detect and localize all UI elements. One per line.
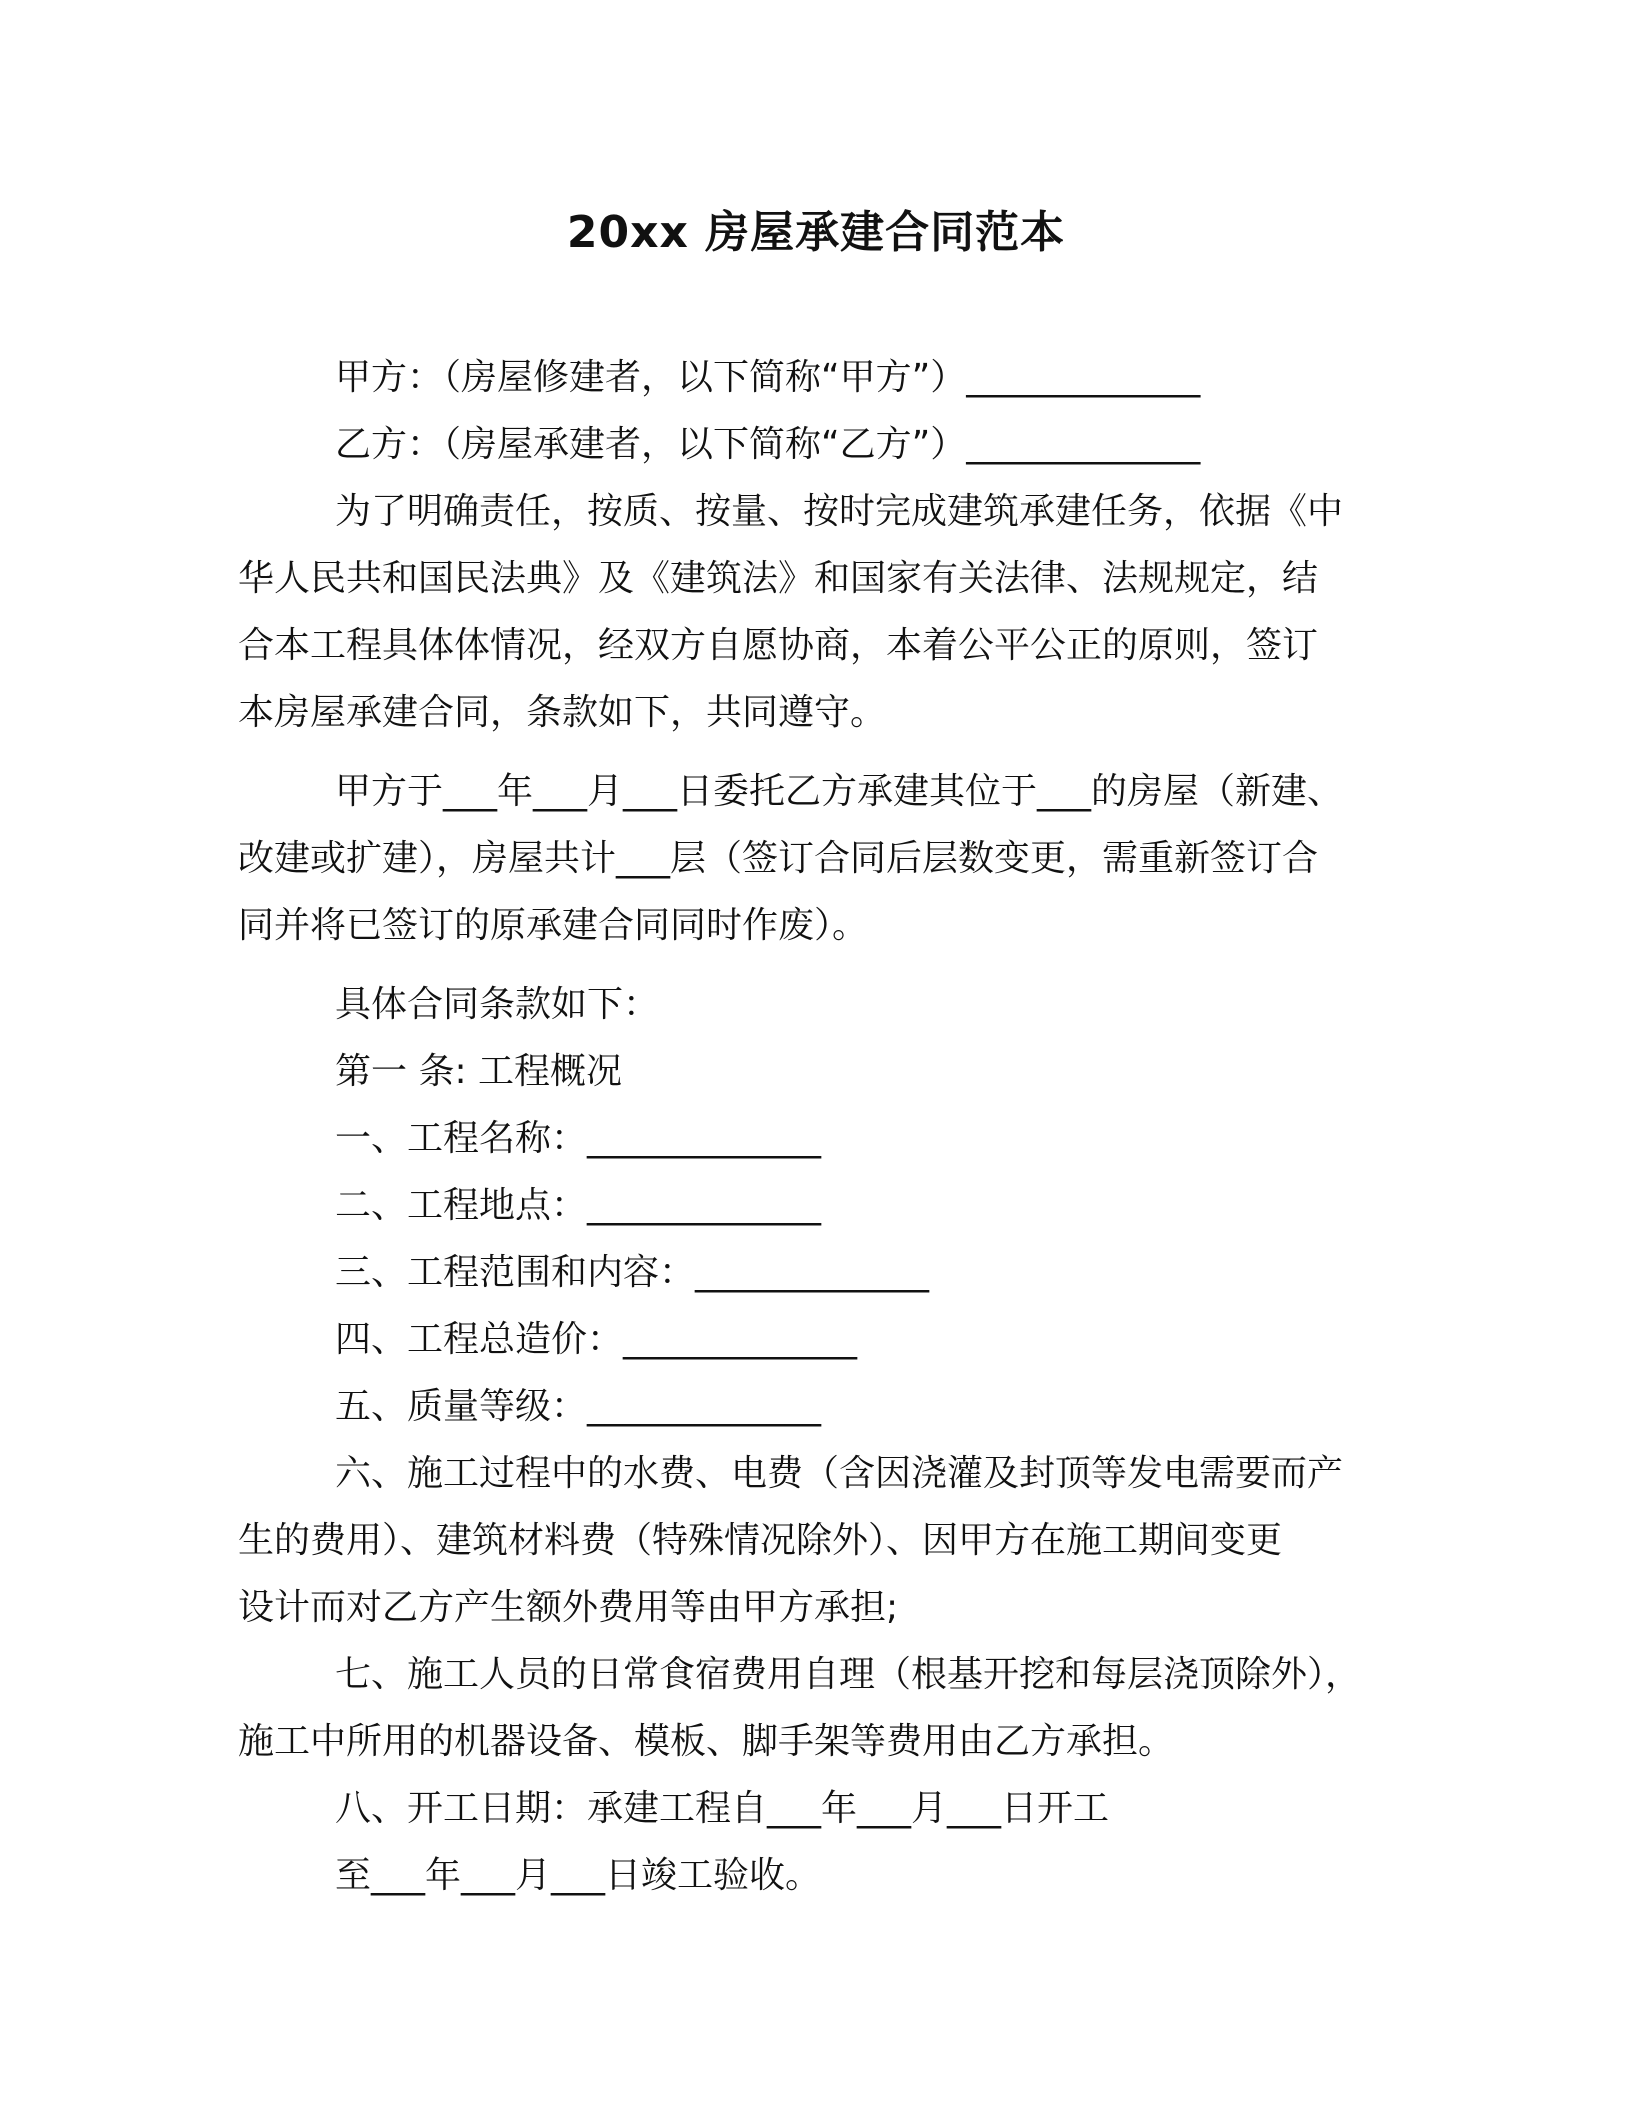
paragraph-line: 生的费用）、建筑材料费（特殊情况除外）、因甲方在施工期间变更 bbox=[238, 1520, 1283, 1561]
list-item: 二、工程地点：_____________ bbox=[335, 1185, 822, 1226]
paragraph-line: 本房屋承建合同，条款如下，共同遵守。 bbox=[238, 692, 887, 733]
paragraph-line: 同并将已签订的原承建合同同时作废）。 bbox=[238, 905, 869, 946]
paragraph-gap bbox=[238, 746, 1398, 758]
list-item: 一、工程名称：_____________ bbox=[335, 1118, 822, 1159]
list-item: 七、施工人员的日常食宿费用自理（根基开挖和每层浇顶除外）， bbox=[335, 1654, 1362, 1695]
list-item: 六、施工过程中的水费、电费（含因浇灌及封顶等发电需要而产 bbox=[335, 1453, 1344, 1494]
list-item: 五、质量等级：_____________ bbox=[335, 1386, 822, 1427]
clauses-intro: 具体合同条款如下： bbox=[335, 984, 660, 1025]
document-body bbox=[238, 344, 1398, 1909]
document-title: 20xx 房屋承建合同范本 bbox=[566, 207, 1066, 258]
paragraph-line: 华人民共和国民法典》及《建筑法》和国家有关法律、法规规定，结 bbox=[238, 558, 1319, 599]
paragraph-line: 至___年___月___日竣工验收。 bbox=[335, 1855, 822, 1896]
paragraph-line: 甲方于___年___月___日委托乙方承建其位于___的房屋（新建、 bbox=[335, 771, 1344, 812]
list-item: 八、开工日期：承建工程自___年___月___日开工 bbox=[335, 1788, 1110, 1829]
list-item: 四、工程总造价：_____________ bbox=[335, 1319, 858, 1360]
paragraph-gap bbox=[238, 959, 1398, 971]
party-b-line: 乙方：（房屋承建者，以下简称“乙方”）_____________ bbox=[335, 424, 1201, 465]
paragraph-line: 改建或扩建），房屋共计___层（签订合同后层数变更，需重新签订合 bbox=[238, 838, 1319, 879]
paragraph-line: 合本工程具体体情况，经双方自愿协商，本着公平公正的原则，签订 bbox=[238, 625, 1319, 666]
party-a-line: 甲方：（房屋修建者，以下简称“甲方”）_____________ bbox=[335, 357, 1201, 398]
article-heading: 第一 条: 工程概况 bbox=[335, 1051, 623, 1092]
list-item: 三、工程范围和内容：_____________ bbox=[335, 1252, 930, 1293]
paragraph-line: 为了明确责任，按质、按量、按时完成建筑承建任务，依据《中 bbox=[335, 491, 1344, 532]
paragraph-line: 设计而对乙方产生额外费用等由甲方承担; bbox=[238, 1587, 899, 1628]
paragraph-line: 施工中所用的机器设备、模板、脚手架等费用由乙方承担。 bbox=[238, 1721, 1175, 1762]
